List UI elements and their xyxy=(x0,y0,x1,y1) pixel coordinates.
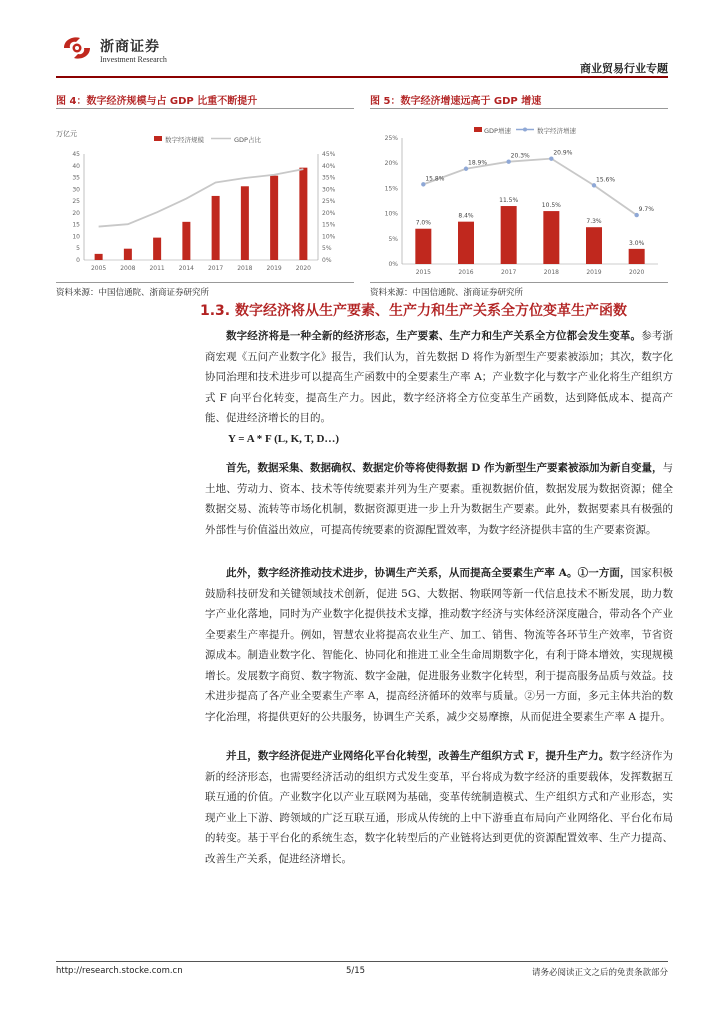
figure4-ytick-label: 5 xyxy=(76,245,80,253)
figure5-xtick-label: 2019 xyxy=(586,269,602,276)
figure4-source: 资料来源：中国信通院、浙商证券研究所 xyxy=(56,288,210,298)
figure5-bar-label: 7.3% xyxy=(586,218,602,226)
figure5-legend-label-line: 数字经济增速 xyxy=(537,127,576,135)
figure4-y2tick-label: 25% xyxy=(322,198,336,206)
figure5-xtick-label: 2018 xyxy=(543,269,559,276)
figure4-bar xyxy=(212,196,220,260)
figure4-bar xyxy=(241,186,249,260)
figure5-ytick-label: 15% xyxy=(384,185,398,193)
figure4-bar xyxy=(299,168,307,260)
figure5-line-label: 15.8% xyxy=(425,175,445,183)
figure5-xtick-label: 2020 xyxy=(629,269,645,276)
figure5-line-label: 20.3% xyxy=(510,152,530,160)
figure5-legend-label-bar: GDP增速 xyxy=(484,127,511,135)
figure5-top-rule xyxy=(370,108,668,109)
figure5-legend-marker xyxy=(523,128,527,132)
figure5-xtick-label: 2016 xyxy=(458,269,474,276)
figure5-line-label: 9.7% xyxy=(638,206,654,214)
paragraph-4-body: 数字经济作为新的经济形态，也需要经济活动的组织方式发生变革，平台将成为数字经济的重要载体，发挥数据互联互通的价值。产业数字化以产业互联网为基础，变革传统制造模式、生产组织方式和产业形态，实现产业上下游、跨领域的广泛互联互通，形成从传统的上中下游垂直布局向产业网络化、平台化布局的转变。基于平台化的系统生态，数字化转型后的产业链将达到更优的资源配置效率、生产力提高、改善生产关系，促进经济增长。 xyxy=(205,750,674,865)
figure4-y2tick-label: 30% xyxy=(322,186,336,194)
figure5-xtick-label: 2017 xyxy=(501,269,517,276)
paragraph-4-lead: 并且，数字经济促进产业网络化平台化转型，改善生产组织方式 F，提升生产力。 xyxy=(226,750,610,762)
figure4-ytick-label: 20 xyxy=(72,209,80,217)
production-function-formula: Y = A * F (L, K, T, D…) xyxy=(228,433,340,445)
figure4-ytick-label: 10 xyxy=(72,233,80,241)
figure5-chart xyxy=(370,112,668,280)
figure5-bar-label: 10.5% xyxy=(541,202,561,210)
paragraph-2-body: 与土地、劳动力、资本、技术等传统要素并列为生产要素。重视数据价值，数据发展为数据资源；健全数据交易、流转等市场化机制，数据资源更进一步上升为数据生产要素。此外，数据要素具有极强的外部性与价值溢出效应，可提高传统要素的资源配置效率，为数字经济提供丰富的生产要素资源。 xyxy=(205,462,673,536)
header-divider xyxy=(56,76,668,78)
figure4-xtick-label: 2011 xyxy=(149,265,165,272)
paragraph-3-lead: 此外，数字经济推动技术进步，协调生产关系，从而提高全要素生产率 A。①一方面， xyxy=(226,567,631,579)
figure4-xtick-label: 2020 xyxy=(295,265,312,272)
figure4-y2tick-label: 10% xyxy=(322,233,336,241)
figure4-ytick-label: 35 xyxy=(72,174,80,182)
figure4-bar xyxy=(270,176,278,260)
figure5-source: 资料来源：中国信通院、浙商证券研究所 xyxy=(370,288,524,298)
figure5-bar xyxy=(458,222,474,264)
figure5-ytick-label: 0% xyxy=(388,261,398,268)
footer-disclaimer: 请务必阅读正文之后的免责条款部分 xyxy=(531,968,668,978)
footer-url[interactable]: http://research.stocke.com.cn xyxy=(56,966,183,976)
report-type: 商业贸易行业专题 xyxy=(580,62,668,75)
figure5-line-point xyxy=(592,183,596,187)
figure4-y2tick-label: 15% xyxy=(322,221,336,229)
figure4-legend-swatch-bar xyxy=(154,136,162,141)
figure5-bottom-rule xyxy=(370,282,668,283)
logo-title: 浙商证券 xyxy=(100,39,160,55)
figure5-line-point xyxy=(421,182,425,186)
figure4-xtick-label: 2019 xyxy=(266,265,282,272)
figure4-xtick-label: 2005 xyxy=(90,265,107,272)
figure5-line-point xyxy=(464,167,468,171)
figure5-bar-label: 11.5% xyxy=(499,197,519,205)
figure5-bar-label: 8.4% xyxy=(458,212,474,220)
figure5-line-point xyxy=(634,213,638,217)
figure4-y2tick-label: 35% xyxy=(322,174,336,182)
figure4-bottom-rule xyxy=(56,282,354,283)
figure5-line-label: 20.9% xyxy=(553,149,573,157)
figure4-bar xyxy=(153,238,161,260)
figure5-bar xyxy=(629,249,645,264)
figure5-line-label: 18.9% xyxy=(468,159,488,167)
figure4-legend-label-bar: 数字经济规模 xyxy=(165,136,204,144)
footer-divider xyxy=(56,961,668,962)
figure5-legend-swatch-bar xyxy=(474,127,482,132)
figure4-y2tick-label: 45% xyxy=(322,151,336,158)
figure4-ytick-label: 0 xyxy=(76,257,80,264)
paragraph-1-body: 参考浙商宏观《五问产业数字化》报告，我们认为，首先数据 D 将作为新型生产要素被添加；其次，数字化协同治理和技术进步可以提高生产函数中的全要素生产率 A；产业数字化与数字产业化将生产组织方式 F 向平台化转变，提高生产力。因此，数字经济将全方位变革生产函数，达到降低成本、提高产能、促进经济增长的目的。 xyxy=(205,330,674,424)
figure5-title: 图 5：数字经济增速远高于 GDP 增速 xyxy=(370,96,542,107)
paragraph-3 xyxy=(205,563,673,727)
paragraph-2 xyxy=(205,458,673,540)
figure5-line-label: 15.6% xyxy=(596,176,616,184)
logo-subtitle: Investment Research xyxy=(100,55,167,64)
figure4-y2tick-label: 0% xyxy=(322,257,332,264)
figure5-ytick-label: 20% xyxy=(384,160,398,168)
figure4-bar xyxy=(182,222,190,260)
figure4-ytick-label: 15 xyxy=(72,221,80,229)
page-number: 5/15 xyxy=(346,966,366,976)
figure4-unit-label: 万亿元 xyxy=(56,130,77,138)
figure5-xtick-label: 2015 xyxy=(415,269,431,276)
figure5-bar xyxy=(543,211,559,264)
paragraph-4 xyxy=(205,746,673,869)
figure4-ytick-label: 45 xyxy=(72,151,80,158)
figure5-bar-label: 3.0% xyxy=(629,239,645,247)
figure4-bar xyxy=(95,254,103,260)
paragraph-1-lead: 数字经济将是一种全新的经济形态，生产要素、生产力和生产关系全方位都会发生变革。 xyxy=(226,330,642,342)
figure4-xtick-label: 2014 xyxy=(178,265,195,272)
figure5-bar xyxy=(586,227,602,264)
figure4-xtick-label: 2008 xyxy=(120,265,136,272)
section-title: 1.3. 数字经济将从生产要素、生产力和生产关系全方位变革生产函数 xyxy=(200,303,627,319)
figure4-y2tick-label: 40% xyxy=(322,162,336,170)
figure4-chart xyxy=(56,112,354,280)
figure5-bar xyxy=(415,229,431,264)
figure5-ytick-label: 10% xyxy=(384,210,398,218)
figure4-xtick-label: 2017 xyxy=(207,265,224,272)
figure4-ytick-label: 30 xyxy=(72,186,80,194)
figure5-bar xyxy=(501,206,517,264)
figure4-legend-label-line: GDP占比 xyxy=(234,136,261,144)
figure5-line-point xyxy=(549,156,553,160)
figure5-ytick-label: 5% xyxy=(388,235,398,243)
figure4-ytick-label: 40 xyxy=(72,162,80,170)
figure4-y2tick-label: 5% xyxy=(322,245,332,253)
paragraph-1 xyxy=(205,326,673,429)
figure4-bar xyxy=(124,249,132,260)
figure4-ytick-label: 25 xyxy=(72,198,80,206)
figure4-title: 图 4：数字经济规模与占 GDP 比重不断提升 xyxy=(56,96,258,107)
figure4-xtick-label: 2018 xyxy=(237,265,253,272)
paragraph-2-lead: 首先，数据采集、数据确权、数据定价等将使得数据 D 作为新型生产要素被添加为新自变量， xyxy=(226,462,663,474)
figure4-top-rule xyxy=(56,108,354,109)
figure4-y2tick-label: 20% xyxy=(322,209,336,217)
figure5-ytick-label: 25% xyxy=(384,135,398,142)
paragraph-3-body: 国家积极鼓励科技研发和关键领域技术创新，促进 5G、大数据、物联网等新一代信息技术不断发展，助力数字产业化落地，同时为产业数字化提供技术支撑，推动数字经济与实体经济深度融合，带动各个产业全要素生产率提升。例如，智慧农业将提高农业生产、加工、销售、物流等各环节生产效率，节省资源成本。制造业数字化、智能化、协同化和推进工业全生命周期数字化，有利于降本增效，实现规模增长。发展数字商贸、数字物流、数字金融，促进服务业数字化转型，利于提高服务品质与效益。技术进步提高了各产业全要素生产率 A，提高经济循环的效率与质量。②另一方面，多元主体共治的数字化治理，将提供更好的公共服务，协调生产关系，减少交易摩擦，从而促进全要素生产率 A 提升。 xyxy=(205,567,673,723)
figure5-line-point xyxy=(506,159,510,163)
figure5-bar-label: 7.0% xyxy=(415,219,431,227)
logo-icon xyxy=(60,34,94,62)
